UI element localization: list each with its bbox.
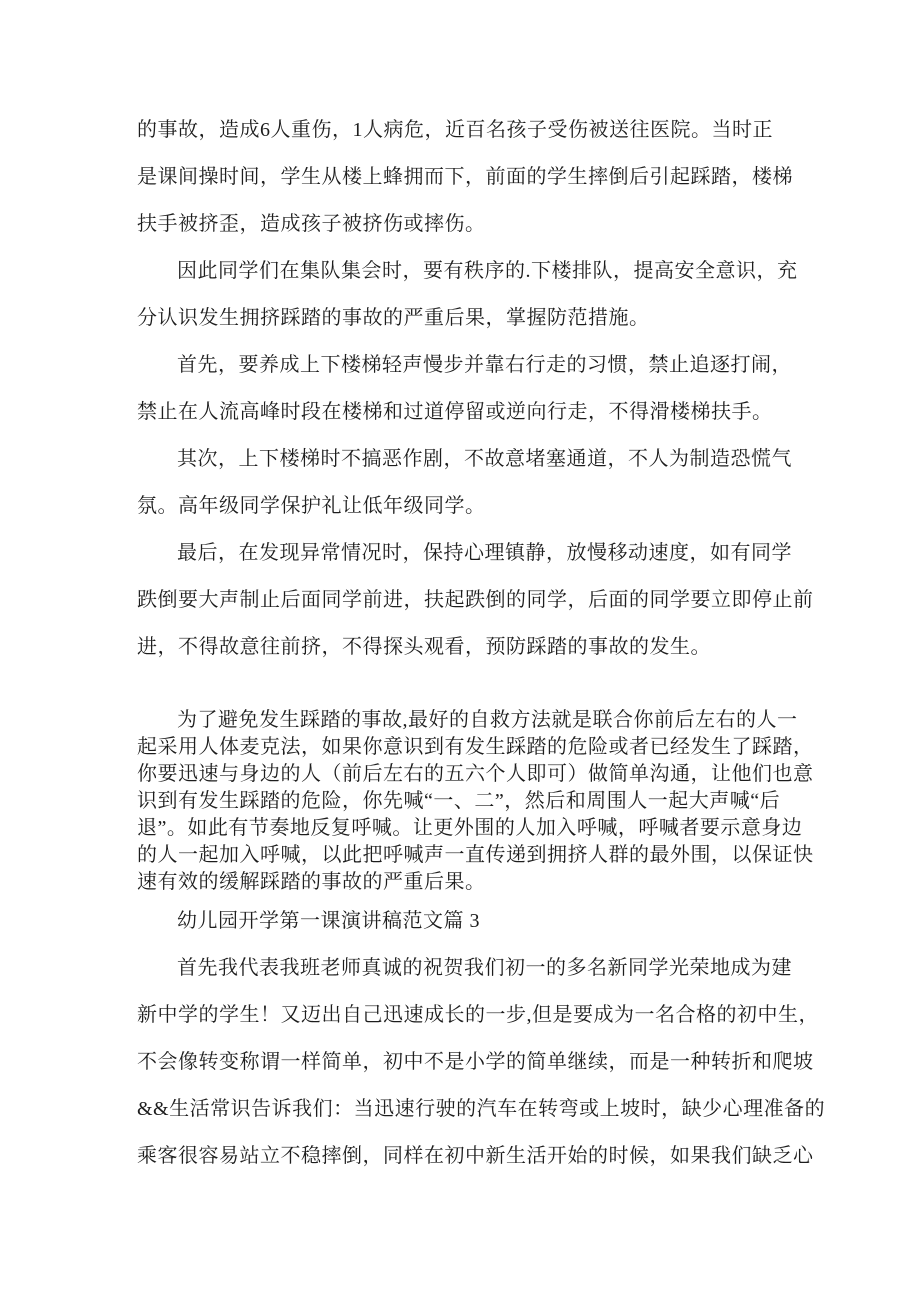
text-line: 新中学的学生！又迈出自己迅速成长的一步,但是要成为一名合格的初中生， (137, 1004, 819, 1026)
paragraph-therefore-queue (137, 248, 820, 342)
document-content (137, 107, 826, 1180)
text-line: 分认识发生拥挤踩踏的事故的严重后果，掌握防范措施。 (137, 307, 650, 329)
text-line: 因此同学们在集队集会时，要有秩序的.下楼排队，提高安全意识，充 (177, 260, 798, 282)
text-line: 幼儿园开学第一课演讲稿范文篇 3 (177, 910, 480, 932)
text-line: 起采用人体麦克法，如果你意识到有发生踩踏的危险或者已经发生了踩踏， (137, 736, 814, 758)
text-line: 的人一起加入呼喊，以此把呼喊声一直传递到拥挤人群的最外围，以保证快 (137, 844, 814, 866)
section-heading-sample-3 (137, 898, 820, 945)
text-line: 进，不得故意往前挤，不得探头观看，预防踩踏的事故的发生。 (137, 636, 711, 658)
text-line: 为了避免发生踩踏的事故,最好的自救方法就是联合你前后左右的人一 (177, 709, 798, 731)
text-line: 禁止在人流高峰时段在楼梯和过道停留或逆向行走，不得滑楼梯扶手。 (137, 401, 773, 423)
text-line: 首先我代表我班老师真诚的祝贺我们初一的多名新同学光荣地成为建 (177, 957, 792, 979)
text-line: 是课间操时间，学生从楼上蜂拥而下，前面的学生摔倒后引起踩踏，楼梯 (137, 166, 793, 188)
text-line: 跌倒要大声制止后面同学前进，扶起跌倒的同学，后面的同学要立即停止前 (137, 589, 814, 611)
paragraph-second-rule (137, 436, 820, 530)
text-line: 识到有发生踩踏的危险，你先喊“一、二”，然后和周围人一起大声喊“后 (137, 790, 781, 812)
text-line: 首先，要养成上下楼梯轻声慢步并靠右行走的习惯，禁止追逐打闹， (177, 354, 792, 376)
text-line: 退”。如此有节奏地反复呼喊。让更外围的人加入呼喊，呼喊者要示意身边 (137, 817, 803, 839)
paragraph-last-rule (137, 530, 820, 671)
text-line: &&生活常识告诉我们：当迅速行驶的汽车在转弯或上坡时，缺少心理准备的 (137, 1098, 826, 1120)
text-line: 速有效的缓解踩踏的事故的严重后果。 (137, 871, 486, 893)
paragraph-self-rescue-dense (137, 707, 820, 896)
text-line: 最后，在发现异常情况时，保持心理镇静，放慢移动速度，如有同学 (177, 542, 792, 564)
text-line: 的事故，造成6人重伤，1人病危，近百名孩子受伤被送往医院。当时正 (137, 119, 773, 141)
text-line: 不会像转变称谓一样简单，初中不是小学的简单继续，而是一种转折和爬坡 (137, 1051, 814, 1073)
paragraph-accident-continuation (137, 107, 820, 248)
paragraph-welcome-new-students (137, 945, 826, 1180)
text-line: 乘客很容易站立不稳摔倒，同样在初中新生活开始的时候，如果我们缺乏心 (137, 1145, 814, 1167)
text-line: 你要迅速与身边的人（前后左右的五六个人即可）做简单沟通，让他们也意 (137, 763, 814, 785)
text-line: 其次，上下楼梯时不搞恶作剧，不故意堵塞通道，不人为制造恐慌气 (177, 448, 792, 470)
text-line: 扶手被挤歪，造成孩子被挤伤或摔伤。 (137, 213, 486, 235)
text-line: 氛。高年级同学保护礼让低年级同学。 (137, 495, 486, 517)
paragraph-first-rule (137, 342, 820, 436)
